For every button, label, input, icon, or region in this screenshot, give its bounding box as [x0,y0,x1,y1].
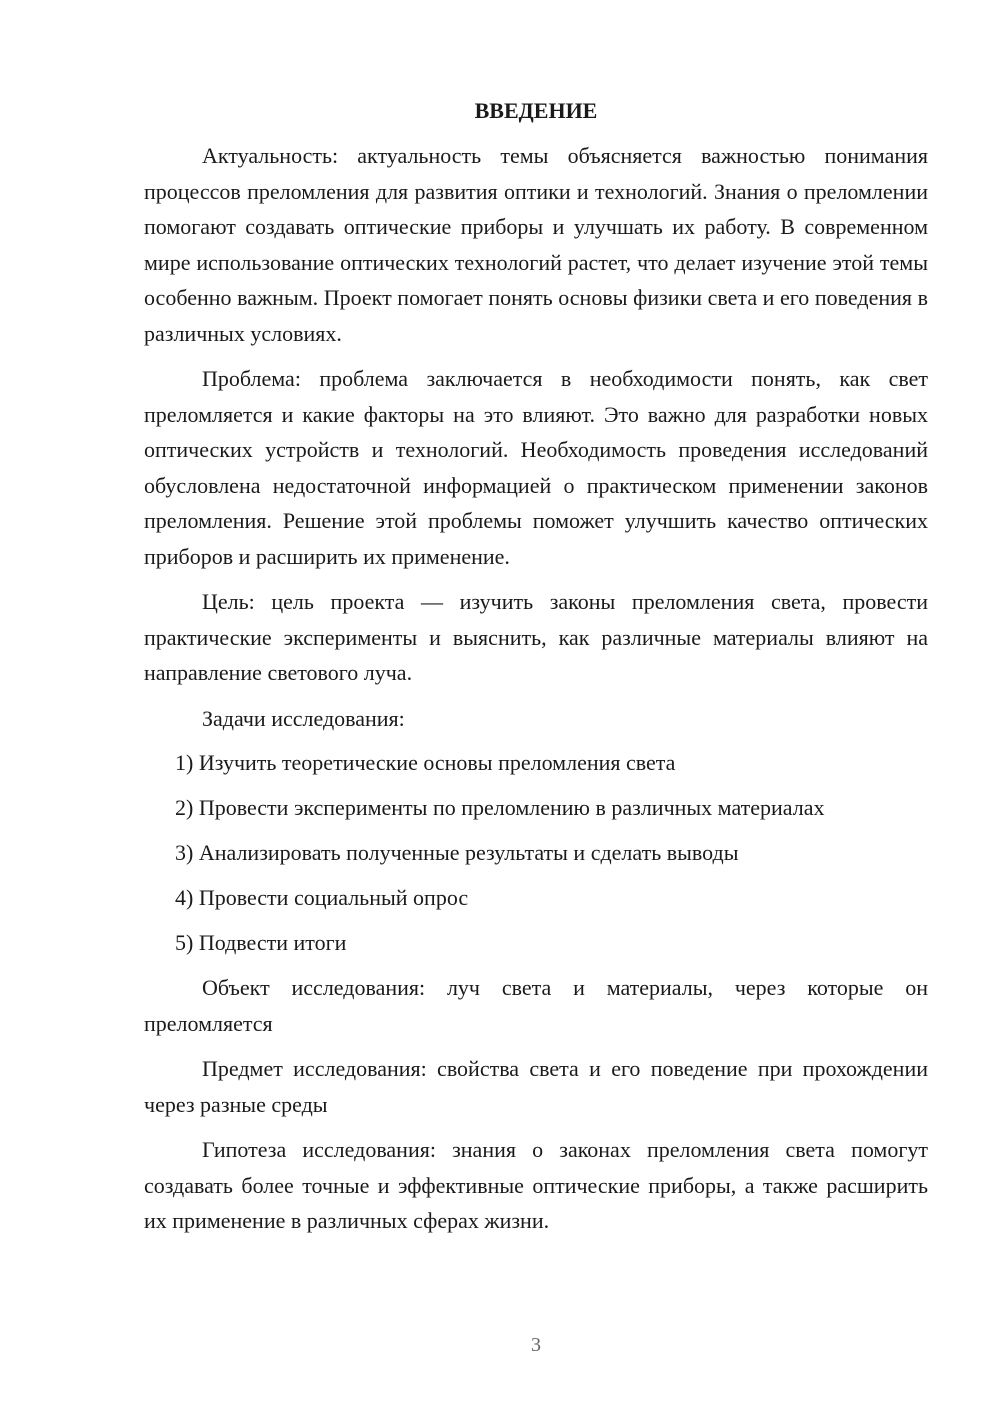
subject-paragraph: Предмет исследования: свойства света и его поведение при прохождении через разные среды [144,1056,928,1117]
task-item: 1) Изучить теоретические основы преломления света [175,750,676,775]
task-item: 4) Провести социальный опрос [175,885,469,910]
goal-paragraph: Цель: цель проекта — изучить законы преломления света, провести практические эксперименты и выяснить, как различные материалы влияют на направление светового луча. [144,589,928,685]
hypothesis-paragraph: Гипотеза исследования: знания о законах преломления света помогут создавать более точные и эффективные оптические приборы, а также расширить их применение в различных сферах жизни. [144,1137,928,1233]
object-paragraph: Объект исследования: луч света и материалы, через которые он преломляется [144,975,928,1036]
task-item: 3) Анализировать полученные результаты и сделать выводы [175,840,739,865]
document-page [144,96,928,1249]
task-list [144,745,928,961]
section-heading: ВВЕДЕНИЕ [474,98,598,123]
tasks-label: Задачи исследования: [202,705,405,731]
relevance-paragraph: Актуальность: актуальность темы объясняется важностью понимания процессов преломления для развития оптики и технологий. Знания о преломлении помогают создавать оптические приборы и улучшать их работу. В современном мире использование оптических технологий растет, что делает изучение этой темы особенно важным. Проект помогает понять основы физики света и его поведения в различных условиях. [144,143,928,346]
task-item: 5) Подвести итоги [175,930,347,955]
page-number: 3 [531,1334,541,1356]
problem-paragraph: Проблема: проблема заключается в необходимости понять, как свет преломляется и какие факторы на это влияют. Это важно для разработки новых оптических устройств и технологий. Необходимость проведения исследований обусловлена недостаточной информацией о практическом применении законов преломления. Решение этой проблемы поможет улучшить качество оптических приборов и расширить их применение. [144,366,928,569]
task-item: 2) Провести эксперименты по преломлению в различных материалах [175,795,825,820]
